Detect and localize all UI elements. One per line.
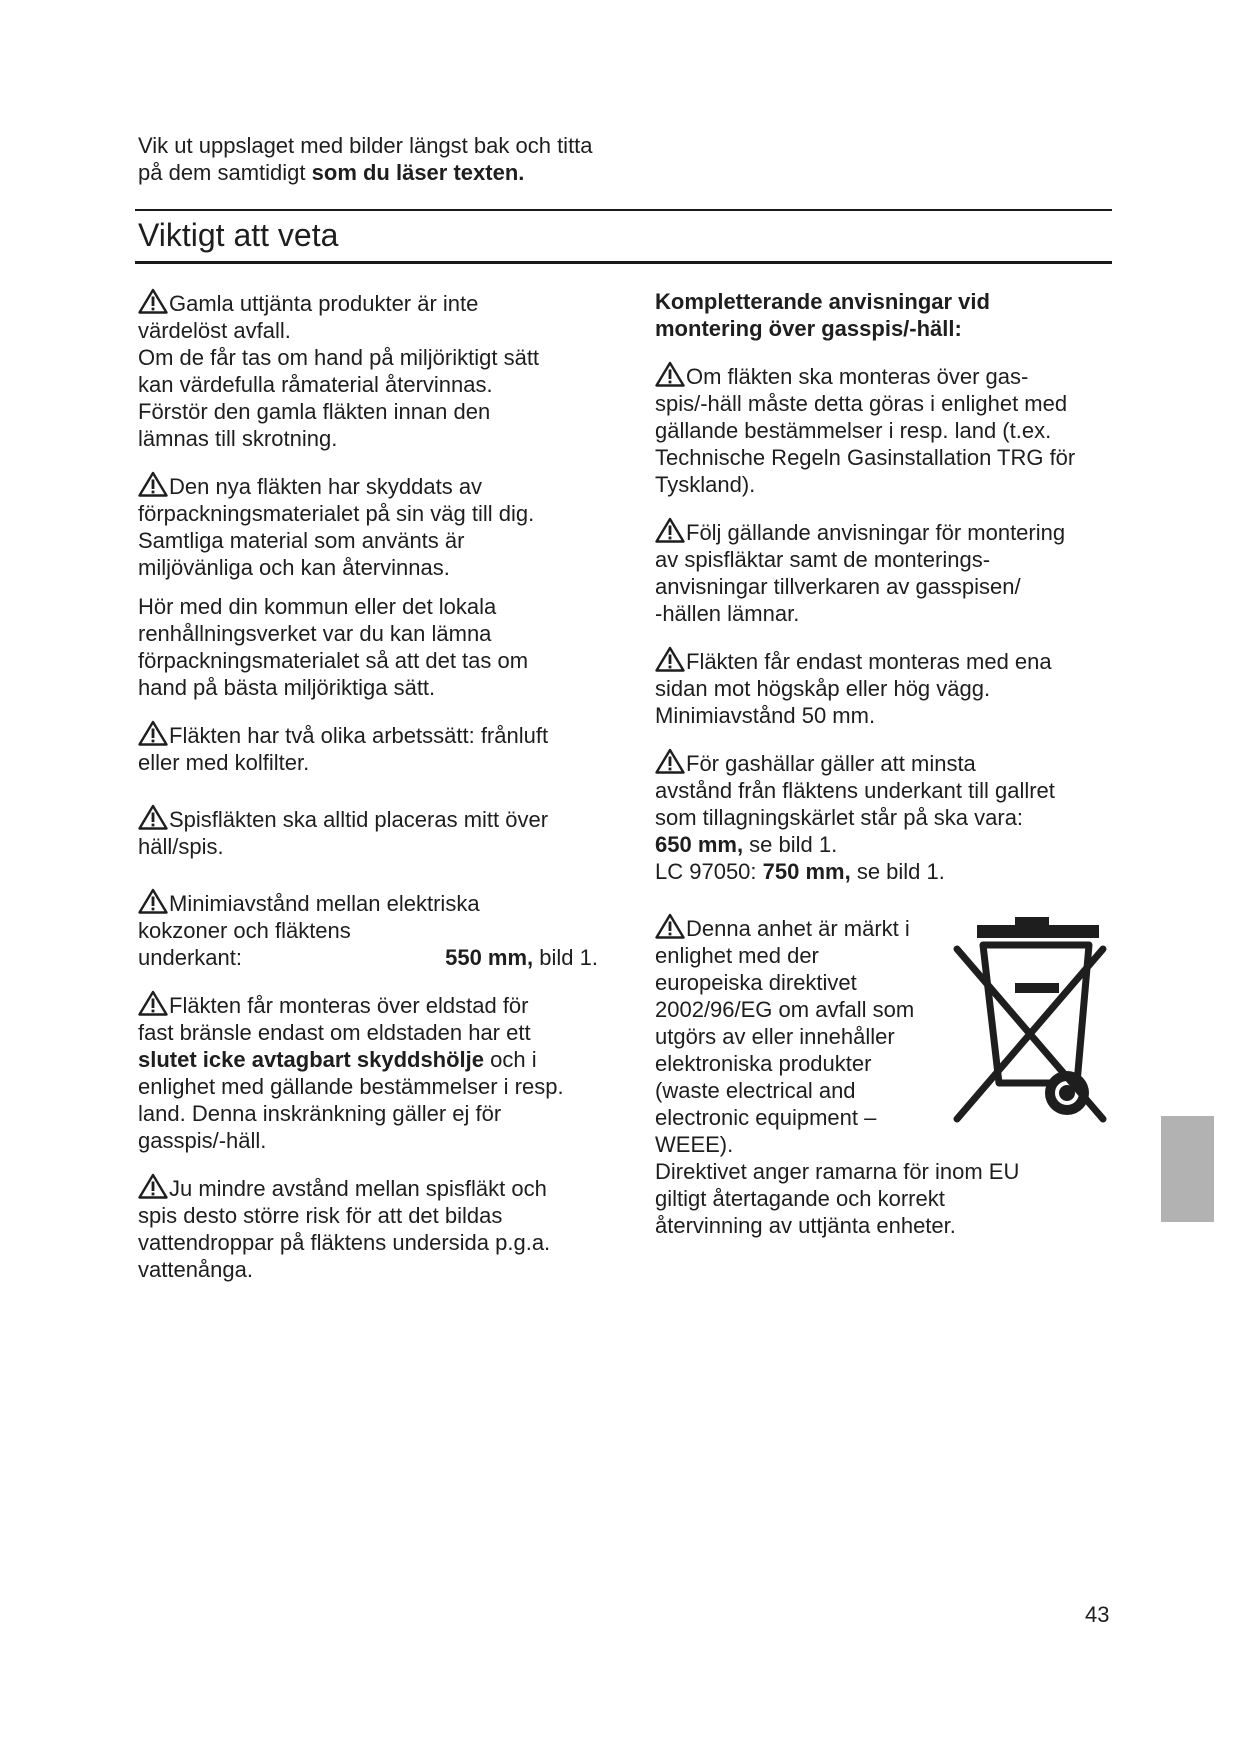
note-placement: Spisfläkten ska alltid placeras mitt över häll/spis.	[138, 807, 549, 859]
note-min-distance: Minimiavstånd mellan elektriska kokzoner och fläktens underkant: 550 mm, bild 1.	[138, 891, 598, 970]
gas-section-heading: Kompletterande anvisningar vid montering över gasspis/-häll:	[655, 289, 990, 341]
min-distance-row: underkant: 550 mm, bild 1.	[138, 945, 598, 970]
warning-triangle-icon	[138, 474, 169, 499]
note-gas-regulations: Om fläkten ska monteras över gas- spis/-häll måste detta göras i enlighet med gällande bestämmelser i resp. land (t.ex. Technische Regeln Gasinstallation TRG för Tyskland).	[655, 364, 1076, 497]
warning-triangle-icon	[138, 723, 169, 748]
warning-triangle-icon	[655, 520, 686, 545]
warning-triangle-icon	[138, 993, 169, 1018]
intro-line-1: Vik ut uppslaget med bilder längst bak och titta	[138, 133, 593, 158]
note-disposal: Gamla uttjänta produkter är inte värdelöst avfall. Om de får tas om hand på miljöriktigt sätt kan värdefulla råmaterial återvinnas. Förstör den gamla fläkten innan den lämnas till skrotning.	[138, 291, 540, 451]
weee-notice	[655, 913, 1115, 1239]
left-column	[138, 288, 598, 1283]
warning-triangle-icon	[138, 891, 169, 916]
note-gas-hob-distance: För gashällar gäller att minsta avstånd från fläktens underkant till gallret som tillagningskärlet står på ska vara: 650 mm, se bild 1. LC 97050: 750 mm, se bild 1.	[655, 751, 1055, 884]
note-operating-modes: Fläkten har två olika arbetssätt: frånluft eller med kolfilter.	[138, 723, 549, 775]
warning-triangle-icon	[655, 751, 686, 776]
section-rule-top	[135, 209, 1112, 211]
warning-triangle-icon	[138, 807, 169, 832]
note-condensation: Ju mindre avstånd mellan spisfläkt och spis desto större risk för att det bildas vattendroppar på fläktens undersida p.g.a. vattenånga.	[138, 1176, 551, 1282]
note-solid-fuel: Fläkten får monteras över eldstad för fast bränsle endast om eldstaden har ett slutet icke avtagbart skyddshölje och i enlighet med gällande bestämmelser i resp. land. Denna inskränkning gäller ej för gasspis/-häll.	[138, 993, 564, 1153]
warning-triangle-icon	[655, 916, 686, 941]
weee-directive-text: Direktivet anger ramarna för inom EU giltigt återtagande och korrekt återvinning av uttjänta enheter.	[655, 1159, 1020, 1238]
crossed-out-wheelie-bin-icon	[943, 913, 1113, 1143]
section-rule-bottom	[135, 261, 1112, 264]
note-municipality: Hör med din kommun eller det lokala renhållningsverket var du kan lämna förpackningsmaterialet så att det tas om hand på bästa miljöriktiga sätt.	[138, 594, 529, 700]
section-title: Viktigt att veta	[138, 217, 339, 253]
right-column	[655, 288, 1115, 1239]
page-number: 43	[1085, 1602, 1110, 1627]
note-wall-mounting: Fläkten får endast monteras med ena sidan mot högskåp eller hög vägg. Minimiavstånd 50 mm.	[655, 649, 1052, 728]
intro-line-2: på dem samtidigt som du läser texten.	[138, 160, 525, 185]
chapter-tab-marker	[1161, 1116, 1214, 1222]
intro-note	[138, 132, 698, 186]
note-follow-instructions: Följ gällande anvisningar för montering av spisfläktar samt de monterings- anvisningar tillverkaren av gasspisen/ -hällen lämnar.	[655, 520, 1066, 626]
warning-triangle-icon	[138, 291, 169, 316]
note-packaging: Den nya fläkten har skyddats av förpackningsmaterialet på sin väg till dig. Samtliga material som använts är miljövänliga och kan återvinnas.	[138, 474, 535, 580]
warning-triangle-icon	[655, 364, 686, 389]
weee-text: Denna anhet är märkt i enlighet med der europeiska direktivet 2002/96/EG om avfall som utgörs av eller innehåller elektroniska produkter (waste electrical and electronic equipment – WEEE).	[655, 916, 915, 1157]
warning-triangle-icon	[138, 1176, 169, 1201]
warning-triangle-icon	[655, 649, 686, 674]
